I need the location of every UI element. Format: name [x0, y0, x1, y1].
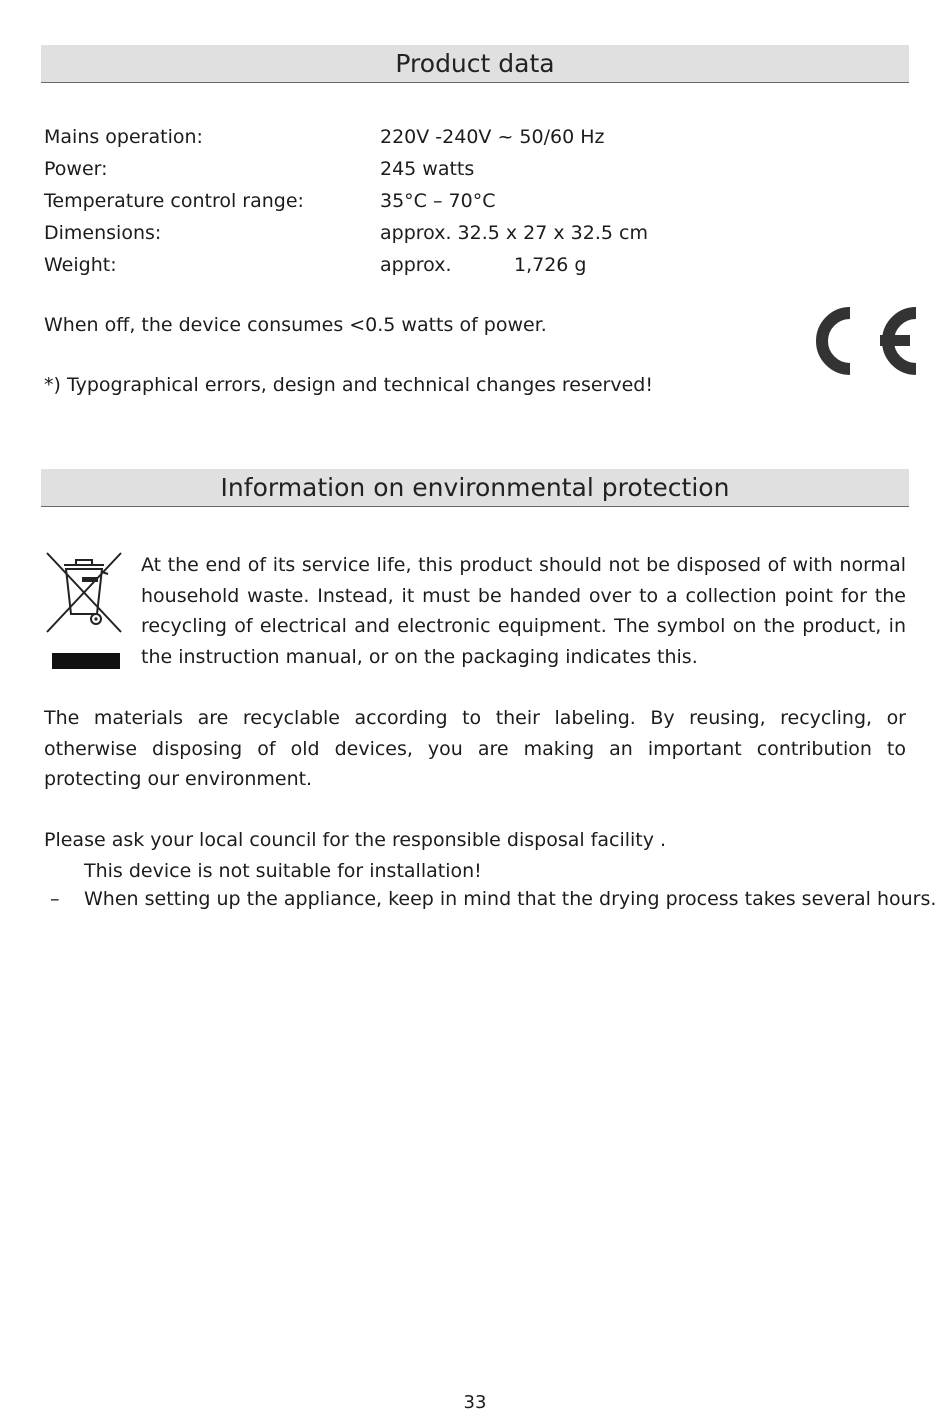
- spec-value: 35°C – 70°C: [380, 190, 496, 212]
- disposal-paragraph: At the end of its service life, this product should not be disposed of with normal household waste. Instead, it must be handed over to a collection point for the recycling of electrical and electronic equipment. The symbol on the product, in the instruction manual, or on the packaging indicates this.: [141, 554, 906, 669]
- recycling-paragraph: The materials are recyclable according to their labeling. By reusing, recycling, or otherwise disposing of old devices, you are making an important contribution to protecting our environment.: [44, 707, 906, 791]
- crossed-out-wheelie-bin-icon: [44, 550, 124, 672]
- installation-note: This device is not suitable for installation!: [84, 860, 482, 882]
- spec-label: Mains operation:: [44, 126, 203, 148]
- spec-label: Dimensions:: [44, 222, 162, 244]
- spec-label: Temperature control range:: [44, 190, 304, 212]
- spec-value-weight: 1,726 g: [514, 254, 587, 276]
- spec-value: 245 watts: [380, 158, 475, 180]
- spec-value: approx.: [380, 254, 452, 276]
- council-paragraph: Please ask your local council for the responsible disposal facility .: [44, 829, 667, 851]
- spec-label: Power:: [44, 158, 108, 180]
- section-heading-environment: Information on environmental protection: [41, 469, 909, 507]
- ce-mark-icon: [800, 296, 924, 386]
- bullet-item: When setting up the appliance, keep in mind that the drying process takes several hours.: [84, 888, 937, 910]
- spec-value: 220V -240V ~ 50/60 Hz: [380, 126, 605, 148]
- page-number: 33: [463, 1392, 487, 1413]
- section-heading-product-data: Product data: [41, 45, 909, 83]
- spec-value: approx. 32.5 x 27 x 32.5 cm: [380, 222, 648, 244]
- bullet-marker: –: [50, 888, 60, 910]
- disclaimer: *) Typographical errors, design and technical changes reserved!: [44, 374, 653, 396]
- spec-label: Weight:: [44, 254, 117, 276]
- standby-note: When off, the device consumes <0.5 watts of power.: [44, 314, 547, 336]
